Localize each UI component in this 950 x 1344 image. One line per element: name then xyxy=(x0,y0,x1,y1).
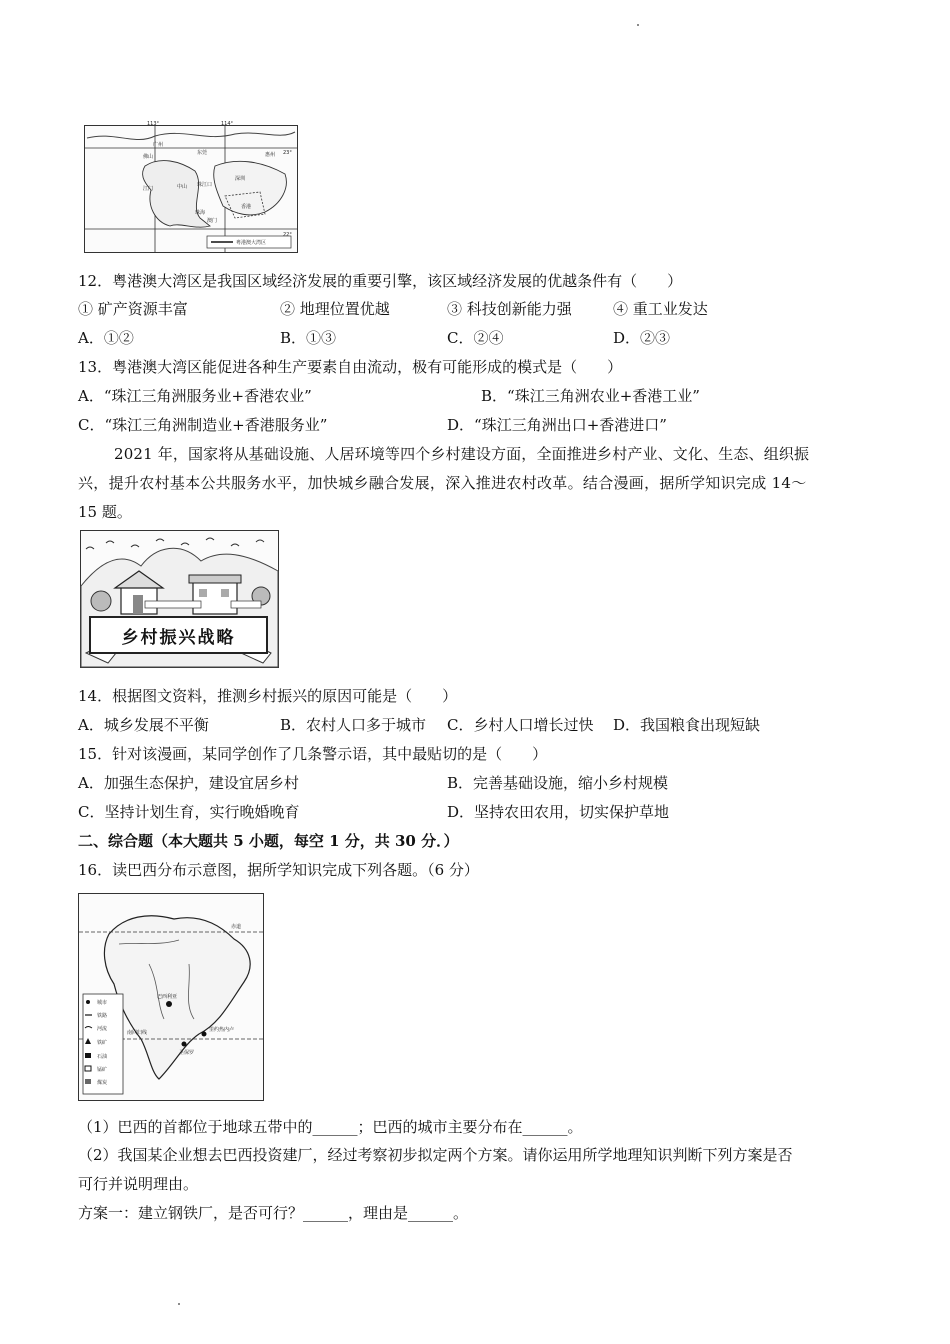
q13-option-d[interactable]: D．“珠江三角洲出口+香港进口” xyxy=(447,416,667,434)
q14-option-a[interactable]: A．城乡发展不平衡 xyxy=(78,716,209,734)
place-zhongshan: 中山 xyxy=(177,184,188,190)
q12-item-2: ② 地理位置优越 xyxy=(280,300,390,318)
cartoon-banner: 乡村振兴战略 xyxy=(89,616,268,654)
q15-option-a[interactable]: A．加强生态保护，建设宜居乡村 xyxy=(78,774,299,792)
place-jiangmen: 江门 xyxy=(143,186,154,192)
label-sao-paulo: 圣保罗 xyxy=(179,1050,195,1056)
label-rio: 里约热内卢 xyxy=(209,1027,235,1033)
q13-option-a[interactable]: A．“珠江三角洲服务业+香港农业” xyxy=(78,387,312,405)
q12-option-a[interactable]: A．①② xyxy=(78,329,134,347)
place-shenzhen: 深圳 xyxy=(235,176,246,182)
q12-stem: 12．粤港澳大湾区是我国区域经济发展的重要引擎，该区域经济发展的优越条件有（ ） xyxy=(78,272,683,290)
section-2-heading: 二、综合题（本大题共 5 小题，每空 1 分，共 30 分．） xyxy=(78,832,459,850)
place-dongguan: 东莞 xyxy=(197,150,208,156)
q12-option-c[interactable]: C．②④ xyxy=(447,329,504,347)
map-legend-label: 粤港澳大湾区 xyxy=(236,240,267,246)
place-pearl-river-mouth: 珠江口 xyxy=(197,182,213,188)
passage-line-1: 2021 年，国家将从基础设施、人居环境等四个乡村建设方面，全面推进乡村产业、文化、生态、组织振 xyxy=(114,445,810,463)
place-zhuhai: 珠海 xyxy=(195,210,206,216)
q12-item-3: ③ 科技创新能力强 xyxy=(447,300,572,318)
passage-line-3: 15 题。 xyxy=(78,503,132,521)
place-macao: 澳门 xyxy=(207,218,218,224)
legend-iron: 铁矿 xyxy=(97,1040,108,1046)
q12-item-4: ④ 重工业发达 xyxy=(613,300,708,318)
greater-bay-area-map xyxy=(84,121,298,253)
place-foshan: 佛山 xyxy=(143,154,154,160)
legend-coal: 煤炭 xyxy=(97,1080,108,1086)
q14-option-c[interactable]: C．乡村人口增长过快 xyxy=(447,716,594,734)
q16-sub-2-line-1: （2）我国某企业想去巴西投资建厂，经过考察初步拟定两个方案。请你运用所学地理知识判断下列方案是否 xyxy=(78,1146,793,1164)
q14-option-d[interactable]: D．我国粮食出现短缺 xyxy=(613,716,761,734)
q13-option-b[interactable]: B．“珠江三角洲农业+香港工业” xyxy=(481,387,700,405)
q16-plan-1: 方案一：建立钢铁厂，是否可行？______，理由是______。 xyxy=(78,1204,469,1222)
place-huizhou: 惠州 xyxy=(265,152,276,158)
q16-sub-2-line-2: 可行并说明理由。 xyxy=(78,1175,199,1193)
q16-stem: 16．读巴西分布示意图，据所学知识完成下列各题。（6 分） xyxy=(78,861,479,879)
label-tropic-capricorn: 南回归线 xyxy=(127,1030,148,1036)
label-brasilia: 巴西利亚 xyxy=(157,994,178,1000)
legend-river: 河流 xyxy=(97,1026,108,1032)
q15-option-b[interactable]: B．完善基础设施，缩小乡村规模 xyxy=(447,774,669,792)
scan-dot-bottom xyxy=(178,1303,180,1305)
q14-stem: 14．根据图文资料，推测乡村振兴的原因可能是（ ） xyxy=(78,687,458,705)
q15-option-d[interactable]: D．坚持农田农用，切实保护草地 xyxy=(447,803,670,821)
lon-label-114: 114° xyxy=(221,121,234,127)
label-equator: 赤道 xyxy=(231,924,242,930)
q13-stem: 13．粤港澳大湾区能促进各种生产要素自由流动，极有可能形成的模式是（ ） xyxy=(78,358,623,376)
q12-item-1: ① 矿产资源丰富 xyxy=(78,300,188,318)
q15-stem: 15．针对该漫画，某同学创作了几条警示语，其中最贴切的是（ ） xyxy=(78,745,548,763)
legend-railway: 铁路 xyxy=(97,1013,108,1019)
q13-option-c[interactable]: C．“珠江三角洲制造业+香港服务业” xyxy=(78,416,328,434)
q15-option-c[interactable]: C．坚持计划生育，实行晚婚晚育 xyxy=(78,803,300,821)
passage-line-2: 兴，提升农村基本公共服务水平，加快城乡融合发展，深入推进农村改革。结合漫画，据所学知识完成 14～ xyxy=(78,474,807,492)
lon-label-113: 113° xyxy=(147,121,160,127)
brazil-distribution-map xyxy=(78,893,264,1101)
place-guangzhou: 广州 xyxy=(153,142,164,148)
q14-option-b[interactable]: B．农村人口多于城市 xyxy=(280,716,427,734)
lat-label-22: 22° xyxy=(283,232,292,238)
legend-manganese: 锰矿 xyxy=(97,1067,108,1073)
legend-oil: 石油 xyxy=(97,1054,108,1060)
legend-city: 城市 xyxy=(97,1000,108,1006)
q12-option-d[interactable]: D．②③ xyxy=(613,329,671,347)
place-hongkong: 香港 xyxy=(241,204,252,210)
q16-sub-1: （1）巴西的首都位于地球五带中的______；巴西的城市主要分布在______。 xyxy=(78,1118,583,1136)
q12-option-b[interactable]: B．①③ xyxy=(280,329,337,347)
lat-label-23: 23° xyxy=(283,150,292,156)
scan-dot xyxy=(637,24,639,26)
rural-revitalization-cartoon xyxy=(80,530,279,668)
